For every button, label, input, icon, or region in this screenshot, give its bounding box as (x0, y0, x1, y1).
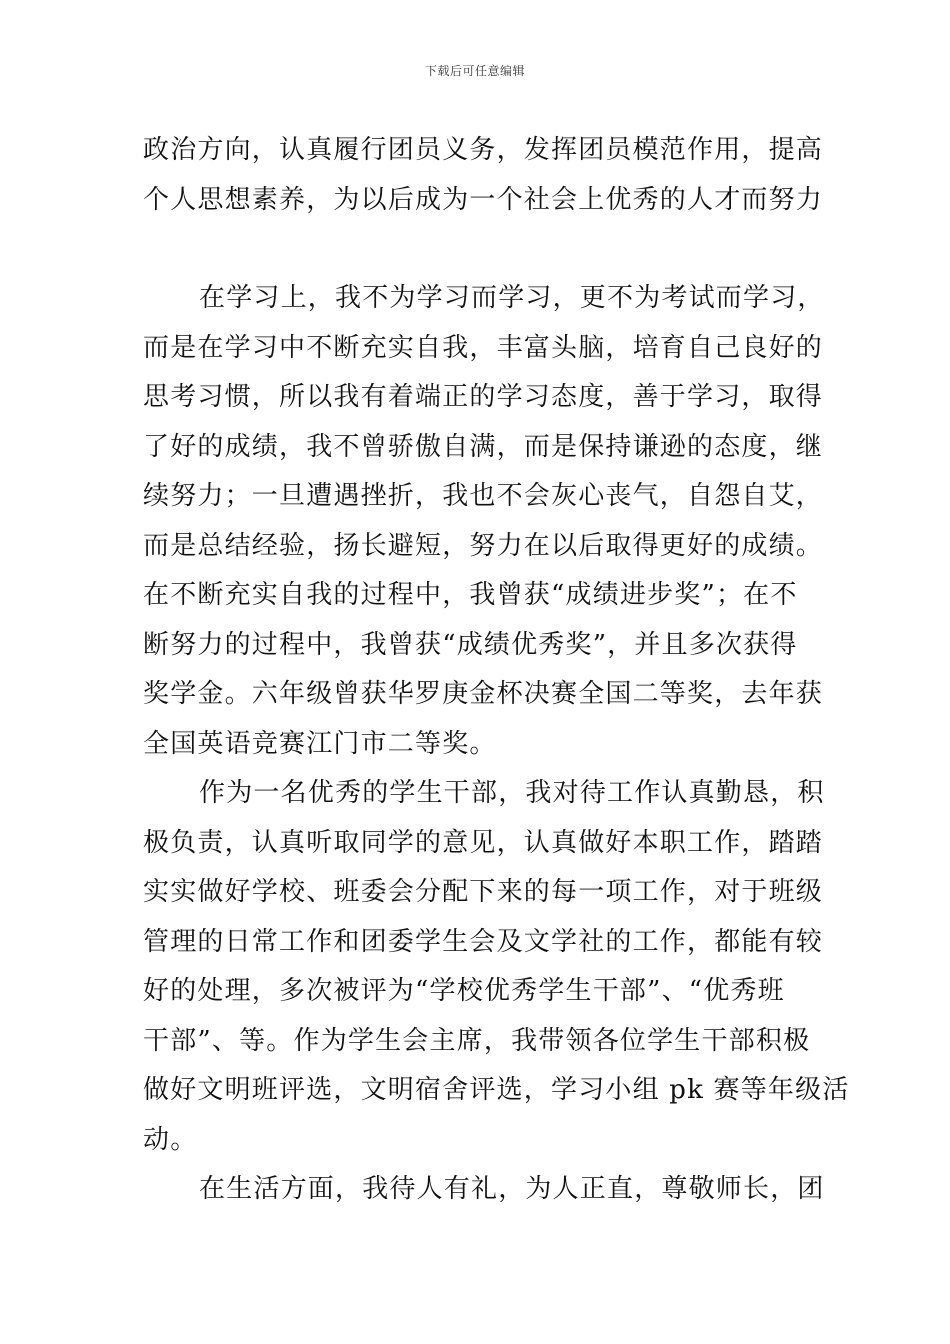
text-line: 个人思想素养，为以后成为一个社会上优秀的人才而努力 (143, 184, 824, 215)
text-line: 极负责，认真听取同学的意见，认真做好本职工作，踏踏 (143, 827, 824, 858)
text-line: 管理的日常工作和团委学生会及文学社的工作，都能有较 (143, 926, 824, 957)
paragraph-body (143, 274, 850, 1215)
text-line: 实实做好学校、班委会分配下来的每一项工作，对于班级 (143, 877, 824, 907)
text-line: 奖学金。六年级曾获华罗庚金杯决赛全国二等奖，去年获 (143, 679, 824, 709)
text-line: 断努力的过程中，我曾获“成绩优秀奖”，并且多次获得 (143, 629, 798, 660)
text-line: 全国英语竞赛江门市二等奖。 (143, 728, 497, 759)
text-line: 作为一名优秀的学生干部，我对待工作认真勤恳，积 (199, 778, 825, 808)
text-line: 在不断充实自我的过程中，我曾获“成绩进步奖”；在不 (143, 580, 798, 610)
text-line: 而是在学习中不断充实自我，丰富头脑，培育自己良好的 (143, 332, 824, 363)
text-line: 在学习上，我不为学习而学习，更不为考试而学习， (199, 283, 825, 313)
text-line: 做好文明班评选，文明宿舍评选，学习小组 pk 赛等年级活 (143, 1075, 850, 1105)
text-line: 动。 (143, 1124, 198, 1155)
text-line: 政治方向，认真履行团员义务，发挥团员模范作用，提高 (143, 135, 824, 165)
text-line: 而是总结经验，扬长避短，努力在以后取得更好的成绩。 (143, 530, 824, 561)
text-line: 好的处理，多次被评为“学校优秀学生干部”、“优秀班 (143, 976, 785, 1006)
text-line: 续努力；一旦遭遇挫折，我也不会灰心丧气，自怨自艾， (143, 481, 824, 511)
text-line: 在生活方面，我待人有礼，为人正直，尊敬师长，团 (199, 1174, 825, 1204)
text-line: 了好的成绩，我不曾骄傲自满，而是保持谦逊的态度，继 (143, 431, 824, 462)
page-header: 下载后可任意编辑 (424, 64, 525, 78)
paragraph-intro (143, 126, 824, 225)
text-line: 思考习惯，所以我有着端正的学习态度，善于学习，取得 (143, 382, 824, 412)
text-line: 干部”、等。作为学生会主席，我带领各位学生干部积极 (143, 1025, 811, 1056)
